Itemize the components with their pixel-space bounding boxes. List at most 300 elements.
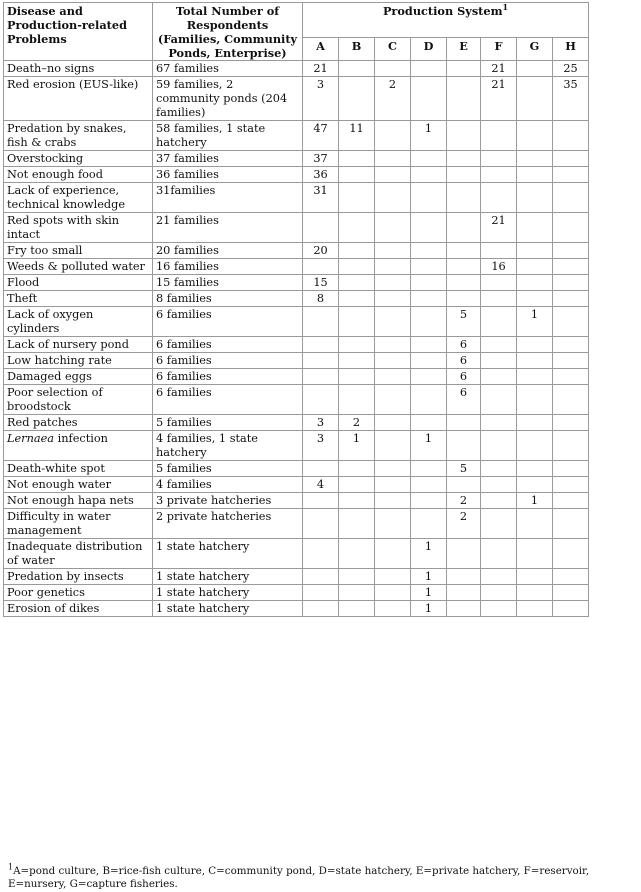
value-cell-b [339,61,375,77]
value-cell-g [517,477,553,493]
value-cell-f [481,183,517,213]
value-cell-b: 2 [339,415,375,431]
value-cell-h [553,121,589,151]
value-cell-d [411,415,447,431]
value-cell-f [481,477,517,493]
value-cell-e [447,213,481,243]
value-cell-a: 47 [303,121,339,151]
value-cell-b [339,151,375,167]
value-cell-b [339,213,375,243]
respondents-cell: 37 families [153,151,303,167]
value-cell-f [481,569,517,585]
problem-cell: Poor selection of broodstock [4,385,153,415]
value-cell-e [447,431,481,461]
value-cell-a [303,369,339,385]
table-row [4,291,589,307]
value-cell-d [411,337,447,353]
value-cell-a [303,461,339,477]
problem-cell: Red erosion (EUS-like) [4,77,153,121]
value-cell-h [553,585,589,601]
value-cell-g [517,569,553,585]
value-cell-e [447,275,481,291]
value-cell-h [553,275,589,291]
respondents-cell: 67 families [153,61,303,77]
footnote-text: A=pond culture, B=rice-fish culture, C=community pond, D=state hatchery, E=private hatchery, F=reservoir, E=nursery, G=capture fisheries. [8,865,590,890]
value-cell-b [339,259,375,275]
value-cell-d [411,243,447,259]
table-row [4,431,589,461]
value-cell-e: 6 [447,353,481,369]
problem-cell: Weeds & polluted water [4,259,153,275]
problem-cell: Low hatching rate [4,353,153,369]
problem-cell: Difficulty in water management [4,509,153,539]
value-cell-b [339,601,375,617]
problem-cell: Red spots with skin intact [4,213,153,243]
value-cell-d [411,167,447,183]
value-cell-c [375,291,411,307]
value-cell-a: 3 [303,415,339,431]
value-cell-d: 1 [411,585,447,601]
footnote [8,862,638,890]
table-row [4,151,589,167]
value-cell-g [517,539,553,569]
footnote-superscript: 1 [8,862,14,872]
value-cell-g: 1 [517,493,553,509]
table-row [4,509,589,539]
value-cell-e: 6 [447,385,481,415]
value-cell-e [447,415,481,431]
value-cell-c [375,415,411,431]
value-cell-h [553,415,589,431]
respondents-cell: 5 families [153,415,303,431]
value-cell-c [375,369,411,385]
table-row [4,243,589,259]
value-cell-g [517,183,553,213]
value-cell-d [411,477,447,493]
value-cell-a [303,509,339,539]
respondents-cell: 31families [153,183,303,213]
header-production-system [303,3,589,38]
value-cell-a [303,353,339,369]
value-cell-f [481,307,517,337]
value-cell-g [517,61,553,77]
problem-cell: Damaged eggs [4,369,153,385]
value-cell-a: 20 [303,243,339,259]
value-cell-f: 16 [481,259,517,275]
value-cell-b [339,509,375,539]
value-cell-a [303,307,339,337]
value-cell-a: 36 [303,167,339,183]
respondents-cell: 6 families [153,385,303,415]
value-cell-c [375,539,411,569]
value-cell-c [375,213,411,243]
respondents-cell: 3 private hatcheries [153,493,303,509]
value-cell-e: 2 [447,509,481,539]
value-cell-a [303,539,339,569]
respondents-cell: 1 state hatchery [153,539,303,569]
value-cell-f [481,415,517,431]
value-cell-e: 2 [447,493,481,509]
production-system-label: Production System [382,4,503,18]
value-cell-d [411,183,447,213]
value-cell-c [375,337,411,353]
problem-cell: Death–no signs [4,61,153,77]
value-cell-a: 3 [303,77,339,121]
value-cell-b [339,275,375,291]
value-cell-e [447,183,481,213]
table-row [4,213,589,243]
table-body [4,61,589,617]
value-cell-b [339,183,375,213]
value-cell-e: 5 [447,461,481,477]
respondents-cell: 36 families [153,167,303,183]
respondents-cell: 5 families [153,461,303,477]
value-cell-h [553,307,589,337]
value-cell-b [339,353,375,369]
value-cell-f: 21 [481,61,517,77]
value-cell-h [553,569,589,585]
value-cell-c [375,151,411,167]
value-cell-f [481,585,517,601]
value-cell-c [375,353,411,369]
value-cell-b [339,291,375,307]
value-cell-c [375,477,411,493]
value-cell-h [553,337,589,353]
value-cell-g: 1 [517,307,553,337]
value-cell-c [375,431,411,461]
value-cell-d [411,509,447,539]
value-cell-b [339,461,375,477]
table-row [4,259,589,275]
value-cell-f [481,291,517,307]
value-cell-d: 1 [411,431,447,461]
value-cell-f [481,431,517,461]
value-cell-g [517,121,553,151]
table-row [4,167,589,183]
value-cell-f [481,353,517,369]
table-row [4,183,589,213]
value-cell-c [375,243,411,259]
value-cell-c [375,275,411,291]
value-cell-d [411,275,447,291]
table-row [4,493,589,509]
value-cell-b [339,385,375,415]
respondents-cell: 58 families, 1 state hatchery [153,121,303,151]
value-cell-h: 35 [553,77,589,121]
problem-cell [4,431,153,461]
value-cell-g [517,509,553,539]
value-cell-h [553,369,589,385]
value-cell-g [517,77,553,121]
value-cell-a: 4 [303,477,339,493]
value-cell-e [447,539,481,569]
value-cell-c [375,307,411,337]
problem-cell: Poor genetics [4,585,153,601]
value-cell-a: 8 [303,291,339,307]
respondents-cell: 59 families, 2 community ponds (204 families) [153,77,303,121]
table-row [4,307,589,337]
value-cell-f: 21 [481,77,517,121]
value-cell-d [411,259,447,275]
value-cell-h [553,151,589,167]
problem-cell: Red patches [4,415,153,431]
value-cell-e [447,167,481,183]
value-cell-h [553,353,589,369]
header-code-d: D [411,38,447,61]
value-cell-h [553,167,589,183]
value-cell-b [339,337,375,353]
value-cell-h [553,431,589,461]
value-cell-d [411,77,447,121]
value-cell-d [411,61,447,77]
value-cell-f [481,385,517,415]
table-row [4,477,589,493]
value-cell-g [517,243,553,259]
value-cell-h [553,183,589,213]
value-cell-h [553,493,589,509]
value-cell-e [447,601,481,617]
value-cell-d [411,369,447,385]
problem-rest-part: infection [54,432,108,445]
problem-cell: Lack of experience, technical knowledge [4,183,153,213]
header-code-h: H [553,38,589,61]
value-cell-h [553,385,589,415]
respondents-cell: 21 families [153,213,303,243]
value-cell-d [411,213,447,243]
value-cell-f [481,167,517,183]
value-cell-f [481,275,517,291]
header-code-e: E [447,38,481,61]
header-disease: Disease and Production-related Problems [4,3,153,61]
value-cell-a: 21 [303,61,339,77]
problem-cell: Not enough hapa nets [4,493,153,509]
value-cell-d [411,151,447,167]
value-cell-e [447,569,481,585]
value-cell-a: 15 [303,275,339,291]
value-cell-b [339,493,375,509]
value-cell-f: 21 [481,213,517,243]
value-cell-h [553,243,589,259]
problem-italic-part: Lernaea [7,432,55,445]
problem-cell: Inadequate distribution of water [4,539,153,569]
value-cell-g [517,259,553,275]
value-cell-b [339,77,375,121]
value-cell-d [411,291,447,307]
value-cell-a [303,259,339,275]
value-cell-a [303,493,339,509]
header-respondents: Total Number of Respondents (Families, Community Ponds, Enterprise) [153,3,303,61]
value-cell-g [517,461,553,477]
value-cell-b: 11 [339,121,375,151]
header-code-a: A [303,38,339,61]
header-code-b: B [339,38,375,61]
problem-cell: Erosion of dikes [4,601,153,617]
value-cell-c [375,493,411,509]
respondents-cell: 1 state hatchery [153,569,303,585]
respondents-cell: 6 families [153,369,303,385]
problem-cell: Fry too small [4,243,153,259]
value-cell-h [553,259,589,275]
table-row [4,353,589,369]
problems-table [3,2,589,617]
value-cell-f [481,461,517,477]
value-cell-f [481,539,517,569]
problem-cell: Not enough food [4,167,153,183]
problem-cell: Lack of nursery pond [4,337,153,353]
table-row [4,415,589,431]
respondents-cell: 4 families [153,477,303,493]
value-cell-c [375,461,411,477]
footnote-marker: 1 [502,2,509,13]
table-row [4,337,589,353]
value-cell-f [481,509,517,539]
value-cell-d [411,385,447,415]
problem-cell: Predation by snakes, fish & crabs [4,121,153,151]
problem-cell: Overstocking [4,151,153,167]
value-cell-f [481,369,517,385]
table-row [4,369,589,385]
value-cell-g [517,585,553,601]
table-row [4,585,589,601]
respondents-cell: 6 families [153,307,303,337]
value-cell-h [553,461,589,477]
value-cell-d [411,461,447,477]
respondents-cell: 2 private hatcheries [153,509,303,539]
value-cell-f [481,243,517,259]
respondents-cell: 15 families [153,275,303,291]
respondents-cell: 8 families [153,291,303,307]
value-cell-c [375,121,411,151]
value-cell-e [447,477,481,493]
value-cell-a [303,337,339,353]
value-cell-d: 1 [411,601,447,617]
problem-cell: Death-white spot [4,461,153,477]
value-cell-f [481,493,517,509]
table-row [4,569,589,585]
value-cell-b [339,539,375,569]
value-cell-h [553,213,589,243]
value-cell-e [447,151,481,167]
value-cell-c [375,167,411,183]
value-cell-a: 37 [303,151,339,167]
value-cell-c [375,61,411,77]
header-code-c: C [375,38,411,61]
value-cell-b [339,243,375,259]
value-cell-b [339,369,375,385]
table-row [4,61,589,77]
problem-cell: Lack of oxygen cylinders [4,307,153,337]
value-cell-g [517,167,553,183]
respondents-cell: 1 state hatchery [153,585,303,601]
value-cell-a: 3 [303,431,339,461]
table-row [4,385,589,415]
value-cell-b [339,167,375,183]
value-cell-e [447,243,481,259]
value-cell-d: 1 [411,569,447,585]
value-cell-h [553,539,589,569]
value-cell-c [375,569,411,585]
table-row [4,461,589,477]
header-code-f: F [481,38,517,61]
value-cell-c [375,385,411,415]
value-cell-a [303,601,339,617]
value-cell-g [517,213,553,243]
problem-cell: Predation by insects [4,569,153,585]
table-row [4,601,589,617]
value-cell-d [411,353,447,369]
value-cell-d: 1 [411,121,447,151]
value-cell-b [339,569,375,585]
value-cell-f [481,601,517,617]
table-row [4,539,589,569]
value-cell-e: 5 [447,307,481,337]
value-cell-g [517,369,553,385]
value-cell-b [339,585,375,601]
value-cell-e: 6 [447,369,481,385]
value-cell-c [375,585,411,601]
value-cell-c [375,601,411,617]
value-cell-d [411,307,447,337]
header-row [4,3,589,38]
value-cell-g [517,415,553,431]
value-cell-g [517,385,553,415]
value-cell-g [517,151,553,167]
value-cell-g [517,353,553,369]
value-cell-e [447,259,481,275]
value-cell-h: 25 [553,61,589,77]
value-cell-d [411,493,447,509]
value-cell-e [447,291,481,307]
value-cell-a [303,213,339,243]
value-cell-e [447,121,481,151]
value-cell-e: 6 [447,337,481,353]
value-cell-e [447,585,481,601]
value-cell-h [553,601,589,617]
value-cell-f [481,337,517,353]
table-row [4,275,589,291]
respondents-cell: 20 families [153,243,303,259]
value-cell-c: 2 [375,77,411,121]
value-cell-c [375,509,411,539]
value-cell-g [517,601,553,617]
value-cell-g [517,291,553,307]
value-cell-a [303,585,339,601]
problem-cell: Theft [4,291,153,307]
problem-cell: Not enough water [4,477,153,493]
respondents-cell: 16 families [153,259,303,275]
value-cell-e [447,61,481,77]
header-code-g: G [517,38,553,61]
respondents-cell: 6 families [153,337,303,353]
table-row [4,121,589,151]
value-cell-g [517,275,553,291]
value-cell-a: 31 [303,183,339,213]
value-cell-g [517,431,553,461]
value-cell-h [553,477,589,493]
value-cell-c [375,183,411,213]
value-cell-h [553,291,589,307]
value-cell-a [303,385,339,415]
value-cell-a [303,569,339,585]
value-cell-b [339,477,375,493]
value-cell-b: 1 [339,431,375,461]
value-cell-b [339,307,375,337]
respondents-cell: 6 families [153,353,303,369]
value-cell-h [553,509,589,539]
value-cell-f [481,121,517,151]
problem-cell: Flood [4,275,153,291]
value-cell-e [447,77,481,121]
